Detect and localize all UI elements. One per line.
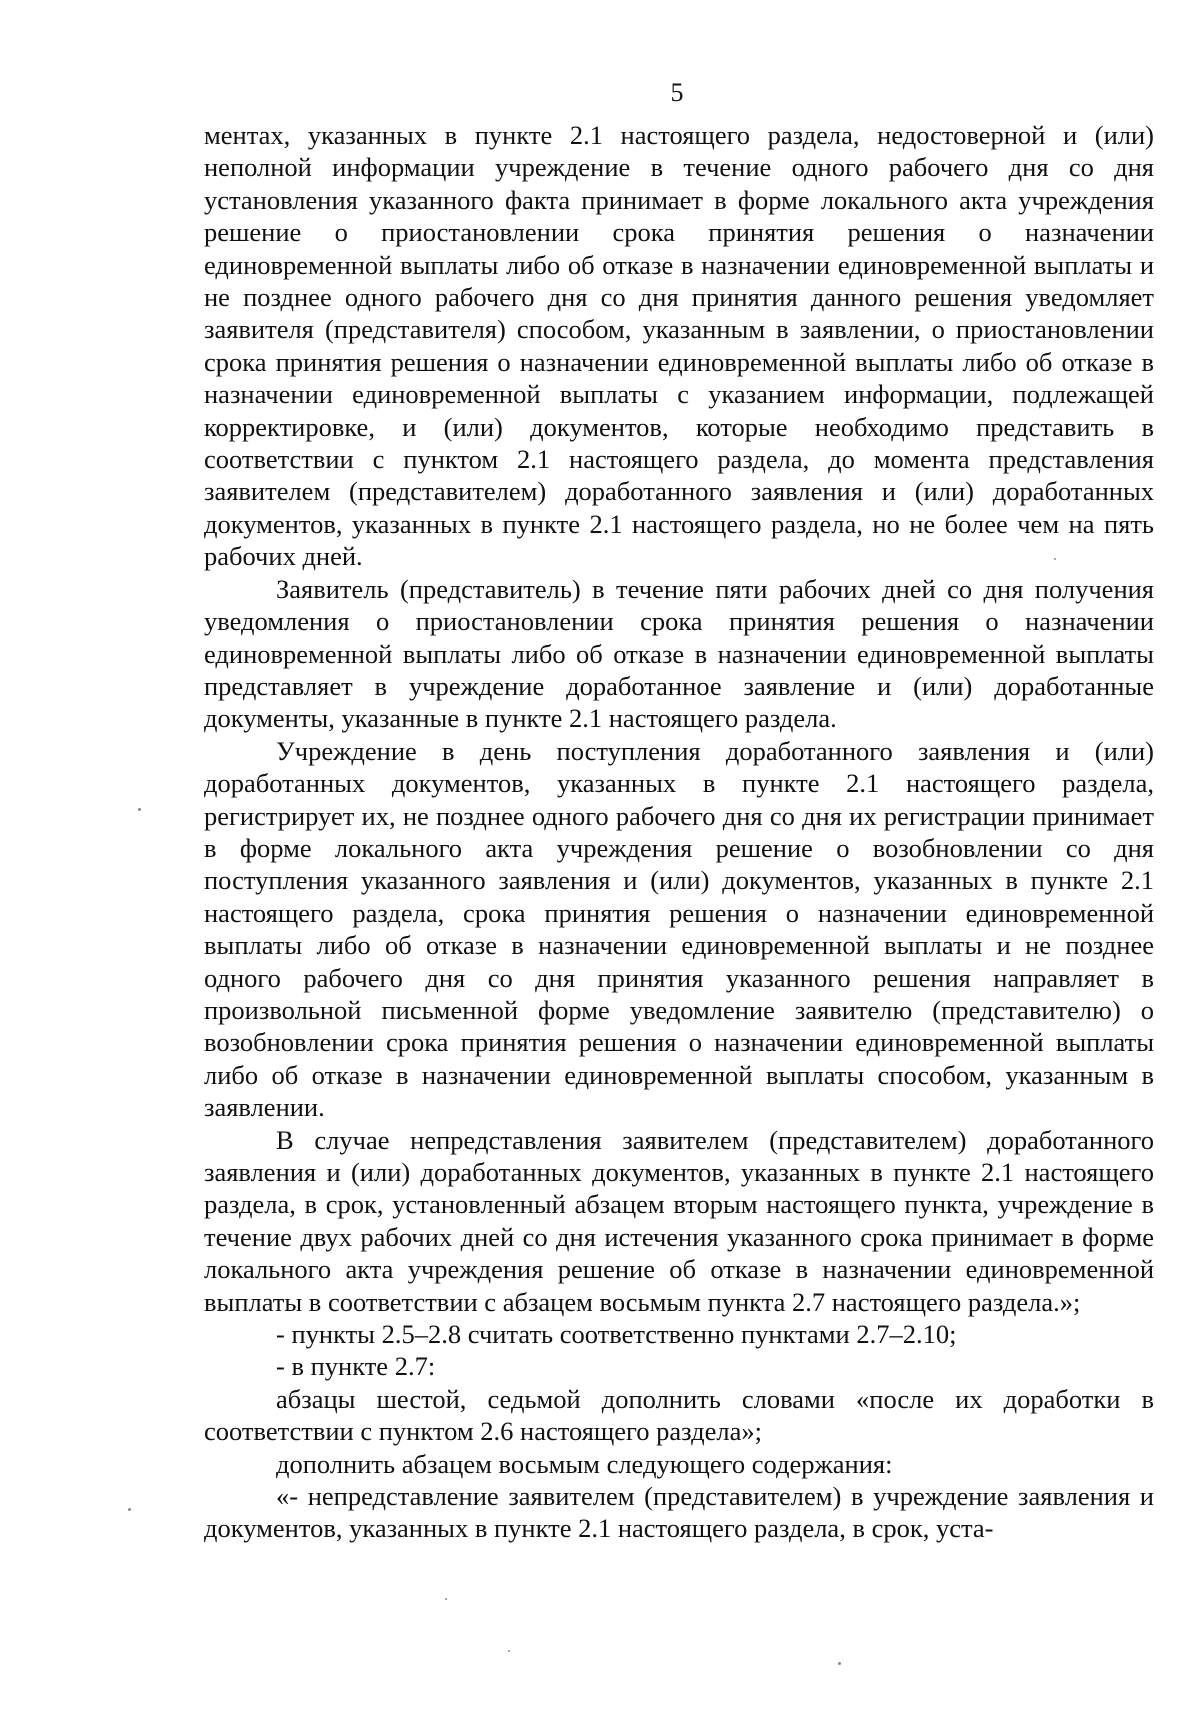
paragraph-6: - в пункте 2.7: — [276, 1351, 436, 1382]
scan-speck — [128, 1508, 131, 1511]
scan-speck — [838, 1662, 841, 1665]
page-number: 5 — [670, 78, 684, 107]
document-body — [204, 119, 1154, 1545]
scan-speck — [138, 808, 141, 811]
paragraph-5: - пункты 2.5–2.8 считать соответственно пунктами 2.7–2.10; — [276, 1319, 957, 1350]
scan-speck — [445, 1598, 447, 1600]
scan-speck — [1054, 558, 1056, 560]
scan-speck — [508, 1650, 510, 1652]
paragraph-7: абзацы шестой, седьмой дополнить словами «после их доработки в соответствии с пунктом 2.6 настоящего раздела»; — [204, 1383, 1154, 1447]
paragraph-3: Учреждение в день поступления доработанного заявления и (или) доработанных документов, указанных в пункте 2.1 настоящего раздела, регистрирует их, не позднее одного рабочего дня со дня их регистрации принимает в форме локального акта учреждения решение о возобновлении со дня поступления указанного заявления и (или) документов, указанных в пункте 2.1 настоящего раздела, срока принятия решения о назначении единовременной выплаты либо об отказе в назначении единовременной выплаты и не позднее одного рабочего дня со дня принятия указанного решения направляет в произвольной письменной форме уведомление заявителю (представителю) о возобновлении срока принятия решения о назначении единовременной выплаты либо об отказе в назначении единовременной выплаты способом, указанным в заявлении. — [204, 735, 1154, 1123]
paragraph-4: В случае непредставления заявителем (представителем) доработанного заявления и (или) доработанных документов, указанных в пункте 2.1 настоящего раздела, в срок, установленный абзацем вторым настоящего пункта, учреждение в течение двух рабочих дней со дня истечения указанного срока принимает в форме локального акта учреждения решение об отказе в назначении единовременной выплаты в соответствии с абзацем восьмым пункта 2.7 настоящего раздела.»; — [204, 1124, 1154, 1317]
paragraph-1: ментах, указанных в пункте 2.1 настоящего раздела, недостоверной и (или) неполной информации учреждение в течение одного рабочего дня со дня установления указанного факта принимает в форме локального акта учреждения решение о приостановлении срока принятия решения о назначении единовременной выплаты либо об отказе в назначении единовременной выплаты и не позднее одного рабочего дня со дня принятия данного решения уведомляет заявителя (представителя) способом, указанным в заявлении, о приостановлении срока принятия решения о назначении единовременной выплаты либо об отказе в назначении единовременной выплаты с указанием информации, подлежащей корректировке, и (или) документов, которые необходимо представить в соответствии с пунктом 2.1 настоящего раздела, до момента представления заявителем (представителем) доработанного заявления и (или) доработанных документов, указанных в пункте 2.1 настоящего раздела, но не более чем на пять рабочих дней. — [204, 120, 1154, 572]
paragraph-2: Заявитель (представитель) в течение пяти рабочих дней со дня получения уведомления о приостановлении срока принятия решения о назначении единовременной выплаты либо об отказе в назначении единовременной выплаты представляет в учреждение доработанное заявление и (или) доработанные документы, указанные в пункте 2.1 настоящего раздела. — [204, 573, 1154, 734]
paragraph-8: дополнить абзацем восьмым следующего содержания: — [276, 1448, 893, 1479]
paragraph-9: «- непредставление заявителем (представителем) в учреждение заявления и документов, указанных в пункте 2.1 настоящего раздела, в срок, уста- — [204, 1481, 1154, 1544]
